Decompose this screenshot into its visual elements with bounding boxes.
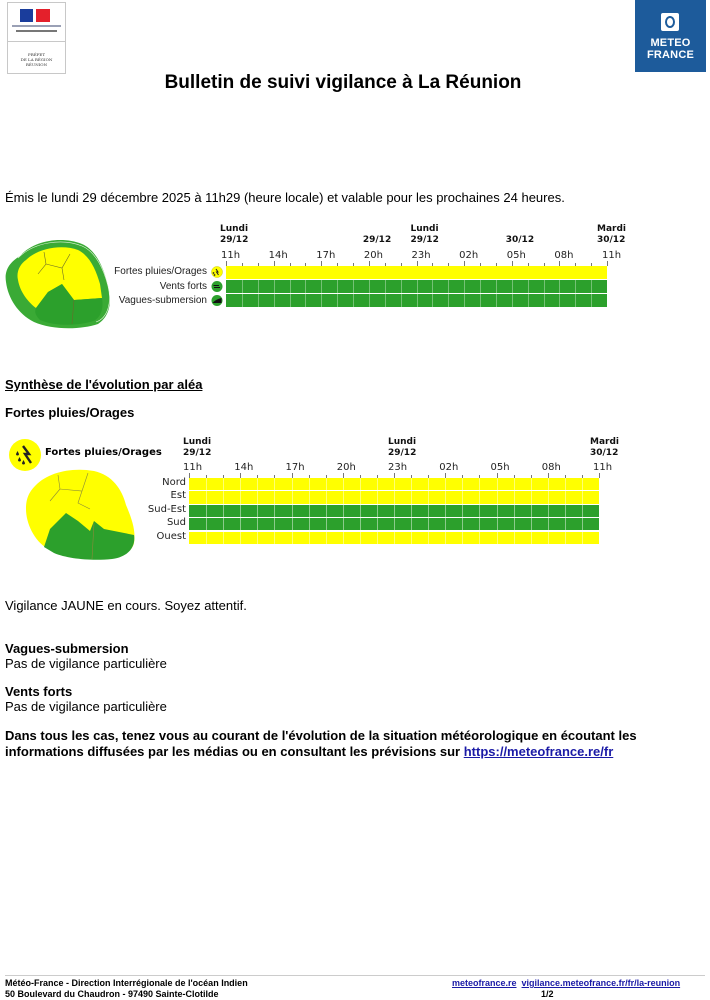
cell-divider: [343, 532, 344, 544]
cell-divider: [274, 505, 275, 517]
cell-divider: [411, 532, 412, 544]
cell-divider: [428, 532, 429, 544]
cell-divider: [479, 491, 480, 503]
hour-label: 08h: [554, 250, 574, 261]
date-label: [220, 224, 248, 246]
cell-divider: [462, 505, 463, 517]
date-label: [590, 437, 619, 459]
cell-divider: [290, 294, 291, 307]
cell-divider: [448, 280, 449, 293]
cell-divider: [496, 280, 497, 293]
date-label: [388, 437, 416, 459]
date-label: [183, 437, 211, 459]
cell-divider: [377, 505, 378, 517]
cell-divider: [528, 280, 529, 293]
cell-divider: [292, 532, 293, 544]
zone-row-nord: [189, 478, 599, 490]
advice-paragraph: [5, 728, 705, 760]
cell-divider: [479, 532, 480, 544]
cell-divider: [514, 518, 515, 530]
cell-divider: [240, 505, 241, 517]
hour-label: 05h: [490, 462, 510, 473]
cell-divider: [411, 491, 412, 503]
cell-divider: [464, 294, 465, 307]
zone-label-ouest: Ouest: [156, 530, 186, 542]
cell-divider: [428, 491, 429, 503]
cell-divider: [565, 532, 566, 544]
emission-text: Émis le lundi 29 décembre 2025 à 11h29 (heure locale) et valable pour les prochaines 24 heures.: [5, 190, 565, 205]
date-weekday: Mardi: [597, 224, 626, 234]
cell-divider: [445, 532, 446, 544]
date-weekday: Lundi: [183, 437, 212, 447]
section-text: Pas de vigilance particulière: [5, 699, 167, 714]
cell-divider: [531, 478, 532, 490]
cell-divider: [206, 491, 207, 503]
advice-text: Dans tous les cas, tenez vous au courant de l'évolution de la situation météorologique en écoutant les informations diffusées par les médias ou en consultant les prévisions sur: [5, 728, 637, 759]
cell-divider: [548, 478, 549, 490]
cell-divider: [531, 518, 532, 530]
meteo-france-wordmark: METEO FRANCE: [646, 37, 695, 61]
cell-divider: [337, 294, 338, 307]
cell-divider: [369, 280, 370, 293]
footer-street: 50 Boulevard du Chaudron - 97490 Sainte-Clotilde: [5, 989, 219, 999]
cell-divider: [531, 505, 532, 517]
cell-divider: [411, 505, 412, 517]
cell-divider: [462, 478, 463, 490]
date-day: 29/12: [220, 235, 249, 245]
cell-divider: [240, 491, 241, 503]
zone-label-sud: Sud: [166, 517, 186, 529]
cell-divider: [401, 294, 402, 307]
cell-divider: [394, 518, 395, 530]
cell-divider: [309, 505, 310, 517]
cell-divider: [559, 280, 560, 293]
cell-divider: [292, 505, 293, 517]
cell-divider: [448, 294, 449, 307]
cell-divider: [497, 478, 498, 490]
cell-divider: [274, 478, 275, 490]
cell-divider: [445, 518, 446, 530]
cell-divider: [343, 478, 344, 490]
cell-divider: [544, 294, 545, 307]
cell-divider: [353, 294, 354, 307]
cell-divider: [480, 294, 481, 307]
cell-divider: [497, 491, 498, 503]
date-day: 29/12: [410, 235, 439, 245]
date-label: [597, 224, 626, 246]
cell-divider: [497, 518, 498, 530]
synthese-reunion-map: [22, 465, 140, 560]
cell-divider: [531, 532, 532, 544]
prefet-text: PRÉFET DE LA RÉGION RÉUNION: [20, 52, 53, 67]
cell-divider: [326, 505, 327, 517]
date-day: 29/12: [183, 448, 212, 458]
date-weekday: Lundi: [410, 224, 439, 234]
wind-icon: [212, 281, 223, 292]
cell-divider: [582, 518, 583, 530]
cell-divider: [326, 478, 327, 490]
cell-divider: [305, 294, 306, 307]
cell-divider: [257, 505, 258, 517]
cell-divider: [326, 491, 327, 503]
vigilance-status-text: Vigilance JAUNE en cours. Soyez attentif.: [5, 598, 247, 613]
cell-divider: [360, 518, 361, 530]
hour-label: 11h: [593, 462, 613, 473]
cell-divider: [223, 491, 224, 503]
date-label: [363, 224, 391, 246]
meteo-france-glyph-icon: [661, 13, 679, 31]
cell-divider: [544, 280, 545, 293]
cell-divider: [292, 518, 293, 530]
cell-divider: [257, 478, 258, 490]
zone-row-ouest: [189, 532, 599, 544]
meteofrance-link[interactable]: https://meteofrance.re/fr: [463, 744, 614, 759]
cell-divider: [548, 518, 549, 530]
page-title: Bulletin de suivi vigilance à La Réunion: [164, 72, 522, 93]
cell-divider: [274, 518, 275, 530]
date-weekday: Lundi: [388, 437, 417, 447]
cell-divider: [385, 280, 386, 293]
date-day: 30/12: [590, 448, 619, 458]
prefet-logo: [7, 2, 66, 74]
cell-divider: [223, 505, 224, 517]
footer-links: [452, 978, 680, 989]
cell-divider: [274, 491, 275, 503]
cell-divider: [321, 294, 322, 307]
cell-divider: [462, 518, 463, 530]
hour-label: 17h: [316, 250, 336, 261]
cell-divider: [445, 491, 446, 503]
tick-mark: [599, 473, 600, 478]
cell-divider: [479, 505, 480, 517]
zone-label-est: Est: [170, 490, 186, 502]
cell-divider: [548, 505, 549, 517]
cell-divider: [274, 280, 275, 293]
cell-divider: [206, 532, 207, 544]
cell-divider: [480, 280, 481, 293]
hazard-heading-fortes-pluies: Fortes pluies/Orages: [5, 405, 135, 420]
cell-divider: [394, 478, 395, 490]
chart-hazard-label: Fortes pluies/Orages: [45, 447, 162, 458]
cell-divider: [309, 532, 310, 544]
cell-divider: [223, 478, 224, 490]
cell-divider: [497, 505, 498, 517]
cell-divider: [377, 491, 378, 503]
cell-divider: [591, 280, 592, 293]
cell-divider: [206, 505, 207, 517]
cell-divider: [258, 280, 259, 293]
cell-divider: [305, 280, 306, 293]
hour-label: 11h: [221, 250, 241, 261]
hour-label: 11h: [183, 462, 203, 473]
cell-divider: [445, 505, 446, 517]
zone-row-est: [189, 491, 599, 503]
page-number: 1/2: [541, 989, 554, 999]
cell-divider: [512, 294, 513, 307]
cell-divider: [360, 478, 361, 490]
hour-label: 20h: [336, 462, 356, 473]
hour-label: 17h: [285, 462, 305, 473]
cell-divider: [343, 518, 344, 530]
cell-divider: [514, 478, 515, 490]
cell-divider: [582, 532, 583, 544]
hour-label: 05h: [506, 250, 526, 261]
cell-divider: [309, 478, 310, 490]
cell-divider: [565, 505, 566, 517]
date-day: 29/12: [362, 235, 392, 245]
date-day: 30/12: [597, 235, 626, 245]
cell-divider: [369, 294, 370, 307]
section-title: Vagues-submersion: [5, 641, 129, 656]
cell-divider: [292, 478, 293, 490]
cell-divider: [528, 294, 529, 307]
hour-label: 02h: [459, 250, 479, 261]
overview-icons: [210, 266, 224, 308]
cell-divider: [591, 294, 592, 307]
cell-divider: [206, 478, 207, 490]
date-label: [411, 224, 439, 246]
footer-org: Météo-France - Direction Interrégionale de l'océan Indien: [5, 978, 248, 988]
zone-label-nord: Nord: [162, 477, 186, 488]
cell-divider: [309, 518, 310, 530]
cell-divider: [462, 532, 463, 544]
cell-divider: [353, 280, 354, 293]
cell-divider: [321, 280, 322, 293]
synthese-heading: Synthèse de l'évolution par aléa: [5, 377, 203, 392]
timeline-row-vents-forts: [226, 280, 607, 293]
cell-divider: [582, 478, 583, 490]
cell-divider: [337, 280, 338, 293]
cell-divider: [464, 280, 465, 293]
cell-divider: [343, 491, 344, 503]
hour-label: 08h: [541, 462, 561, 473]
date-weekday: Lundi: [220, 224, 249, 234]
cell-divider: [497, 532, 498, 544]
section-vents-forts: [5, 684, 167, 714]
cell-divider: [428, 478, 429, 490]
cell-divider: [462, 491, 463, 503]
cell-divider: [377, 532, 378, 544]
date-weekday: [363, 224, 391, 235]
cell-divider: [360, 491, 361, 503]
cell-divider: [394, 532, 395, 544]
footer-divider: [5, 975, 705, 976]
date-weekday: Mardi: [590, 437, 619, 447]
cell-divider: [432, 280, 433, 293]
cell-divider: [377, 478, 378, 490]
cell-divider: [326, 518, 327, 530]
cell-divider: [432, 294, 433, 307]
cell-divider: [309, 491, 310, 503]
hour-label: 14h: [268, 250, 288, 261]
cell-divider: [257, 491, 258, 503]
cell-divider: [582, 505, 583, 517]
cell-divider: [394, 491, 395, 503]
cell-divider: [326, 532, 327, 544]
cell-divider: [575, 280, 576, 293]
cell-divider: [428, 518, 429, 530]
timeline-row-vagues-submersion: [226, 294, 607, 307]
hour-label: 11h: [602, 250, 622, 261]
meteo-france-logo: [635, 0, 706, 72]
cell-divider: [559, 294, 560, 307]
cell-divider: [417, 280, 418, 293]
cell-divider: [479, 518, 480, 530]
cell-divider: [377, 518, 378, 530]
timeline-row-fortes-pluies-orages: [226, 266, 607, 279]
footer-link-meteofrance[interactable]: meteofrance.re: [452, 978, 517, 988]
cell-divider: [411, 478, 412, 490]
wave-icon: [212, 295, 223, 306]
section-text: Pas de vigilance particulière: [5, 656, 167, 671]
footer-link-vigilance[interactable]: vigilance.meteofrance.fr/fr/la-reunion: [521, 978, 681, 988]
cell-divider: [401, 280, 402, 293]
date-day: 30/12: [505, 235, 535, 245]
cell-divider: [223, 518, 224, 530]
cell-divider: [343, 505, 344, 517]
section-title: Vents forts: [5, 684, 73, 699]
cell-divider: [242, 280, 243, 293]
overview-reunion-map: [4, 234, 116, 330]
cell-divider: [428, 505, 429, 517]
cell-divider: [514, 491, 515, 503]
cell-divider: [257, 518, 258, 530]
cell-divider: [565, 491, 566, 503]
cell-divider: [240, 532, 241, 544]
row-label-fortes-pluies: Fortes pluies/Orages: [114, 266, 207, 277]
tick-mark: [607, 261, 608, 266]
hour-label: 14h: [234, 462, 254, 473]
cell-divider: [257, 532, 258, 544]
date-label: [506, 224, 534, 246]
row-label-vagues: Vagues-submersion: [118, 295, 207, 306]
footer-address: [5, 978, 248, 1000]
cell-divider: [385, 294, 386, 307]
cell-divider: [531, 491, 532, 503]
rain-storm-icon: [212, 267, 223, 278]
cell-divider: [496, 294, 497, 307]
cell-divider: [223, 532, 224, 544]
hour-label: 20h: [363, 250, 383, 261]
cell-divider: [274, 532, 275, 544]
hour-label: 23h: [388, 462, 408, 473]
date-weekday: [506, 224, 534, 235]
cell-divider: [582, 491, 583, 503]
cell-divider: [445, 478, 446, 490]
cell-divider: [360, 505, 361, 517]
cell-divider: [512, 280, 513, 293]
cell-divider: [548, 491, 549, 503]
cell-divider: [360, 532, 361, 544]
zone-row-sud-est: [189, 505, 599, 517]
hour-label: 23h: [411, 250, 431, 261]
cell-divider: [565, 518, 566, 530]
cell-divider: [514, 532, 515, 544]
cell-divider: [575, 294, 576, 307]
cell-divider: [565, 478, 566, 490]
cell-divider: [290, 280, 291, 293]
cell-divider: [206, 518, 207, 530]
cell-divider: [417, 294, 418, 307]
cell-divider: [479, 478, 480, 490]
date-day: 29/12: [388, 448, 417, 458]
zone-label-sud-est: Sud-Est: [147, 503, 186, 515]
cell-divider: [240, 518, 241, 530]
zone-row-sud: [189, 518, 599, 530]
hour-label: 02h: [439, 462, 459, 473]
cell-divider: [258, 294, 259, 307]
cell-divider: [411, 518, 412, 530]
cell-divider: [394, 505, 395, 517]
cell-divider: [242, 294, 243, 307]
cell-divider: [292, 491, 293, 503]
section-vagues-submersion: [5, 641, 167, 671]
cell-divider: [240, 478, 241, 490]
cell-divider: [548, 532, 549, 544]
cell-divider: [514, 505, 515, 517]
marianne-flag-icon: [8, 3, 65, 42]
cell-divider: [274, 294, 275, 307]
row-label-vents-forts: Vents forts: [159, 281, 207, 292]
